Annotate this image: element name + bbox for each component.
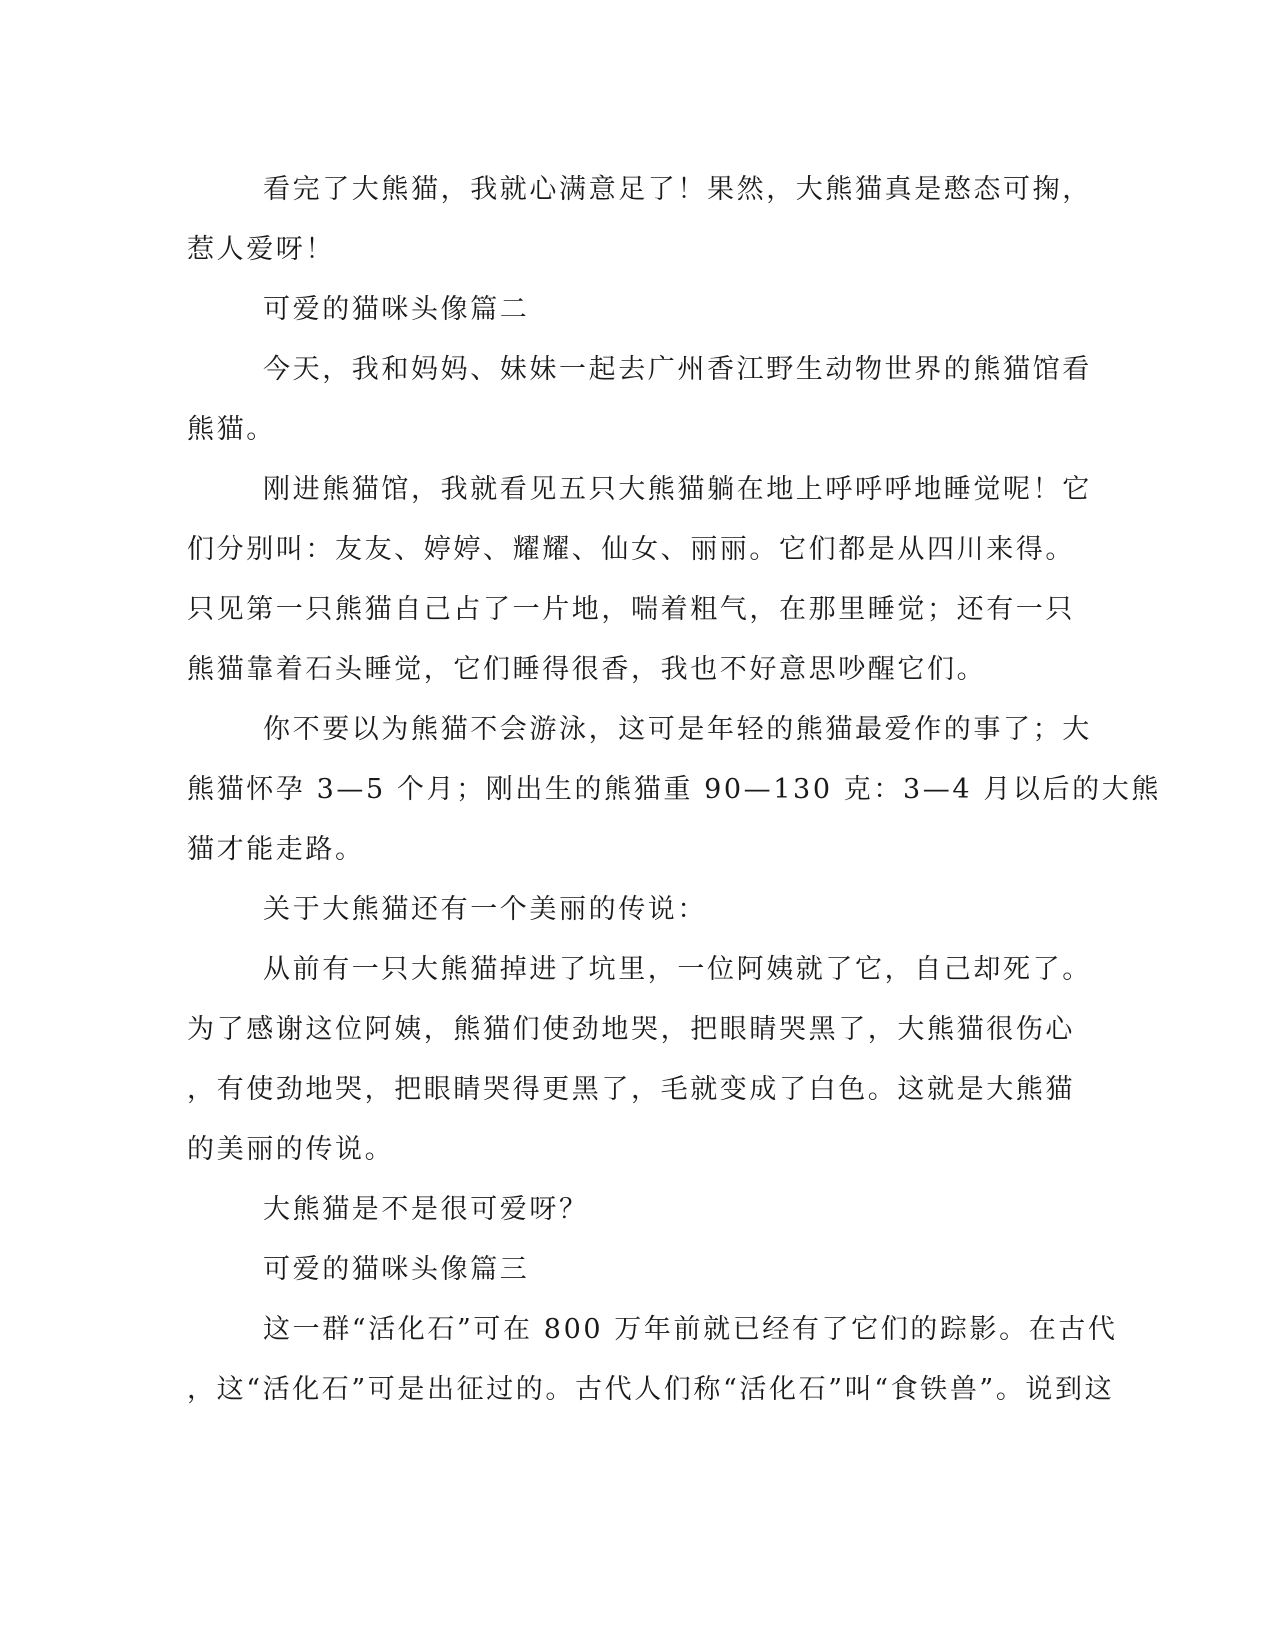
text-line: 猫才能走路。 [187, 834, 365, 865]
text-line: 熊猫怀孕 3—5 个月；刚出生的熊猫重 90—130 克：3—4 月以后的大熊 [187, 774, 1161, 805]
text-line: 从前有一只大熊猫掉进了坑里，一位阿姨就了它，自己却死了。 [263, 954, 1092, 985]
section-heading-2 [187, 280, 1087, 340]
text-line: 大熊猫是不是很可爱呀？ [263, 1194, 589, 1225]
document-page [187, 160, 1161, 1420]
text-line: ，这“活化石”可是出征过的。古代人们称“活化石”叫“食铁兽”。说到这 [187, 1374, 1115, 1405]
text-line: 们分别叫：友友、婷婷、耀耀、仙女、丽丽。它们都是从四川来得。 [187, 534, 1075, 565]
text-line: 你不要以为熊猫不会游泳，这可是年轻的熊猫最爱作的事了；大 [263, 714, 1092, 745]
paragraph-7 [187, 940, 1092, 1180]
paragraph-3 [187, 340, 1092, 460]
section-heading-3 [187, 1240, 1087, 1300]
text-line: 的美丽的传说。 [187, 1134, 395, 1165]
text-line: 为了感谢这位阿姨，熊猫们使劲地哭，把眼睛哭黑了，大熊猫很伤心 [187, 1014, 1075, 1045]
text-line: 今天，我和妈妈、妹妹一起去广州香江野生动物世界的熊猫馆看 [263, 354, 1092, 385]
paragraph-6 [187, 880, 1087, 940]
text-line: 熊猫靠着石头睡觉，它们睡得很香，我也不好意思吵醒它们。 [187, 654, 987, 685]
text-line: 熊猫。 [187, 414, 276, 445]
text-line: 这一群“活化石”可在 800 万年前就已经有了它们的踪影。在古代 [263, 1314, 1118, 1345]
paragraph-1 [187, 160, 1092, 280]
text-line: 只见第一只熊猫自己占了一片地，喘着粗气，在那里睡觉；还有一只 [187, 594, 1075, 625]
paragraph-4 [187, 460, 1092, 700]
text-line: 可爱的猫咪头像篇三 [263, 1254, 530, 1285]
text-line: 看完了大熊猫，我就心满意足了！果然，大熊猫真是憨态可掬， [263, 174, 1092, 205]
paragraph-8 [187, 1180, 1087, 1240]
text-line: 惹人爱呀！ [187, 234, 335, 265]
text-line: 刚进熊猫馆，我就看见五只大熊猫躺在地上呼呼呼地睡觉呢！它 [263, 474, 1092, 505]
text-line: ，有使劲地哭，把眼睛哭得更黑了，毛就变成了白色。这就是大熊猫 [187, 1074, 1075, 1105]
text-line: 可爱的猫咪头像篇二 [263, 294, 530, 325]
text-line: 关于大熊猫还有一个美丽的传说： [263, 894, 707, 925]
paragraph-10 [187, 1300, 1118, 1420]
paragraph-5 [187, 700, 1161, 880]
